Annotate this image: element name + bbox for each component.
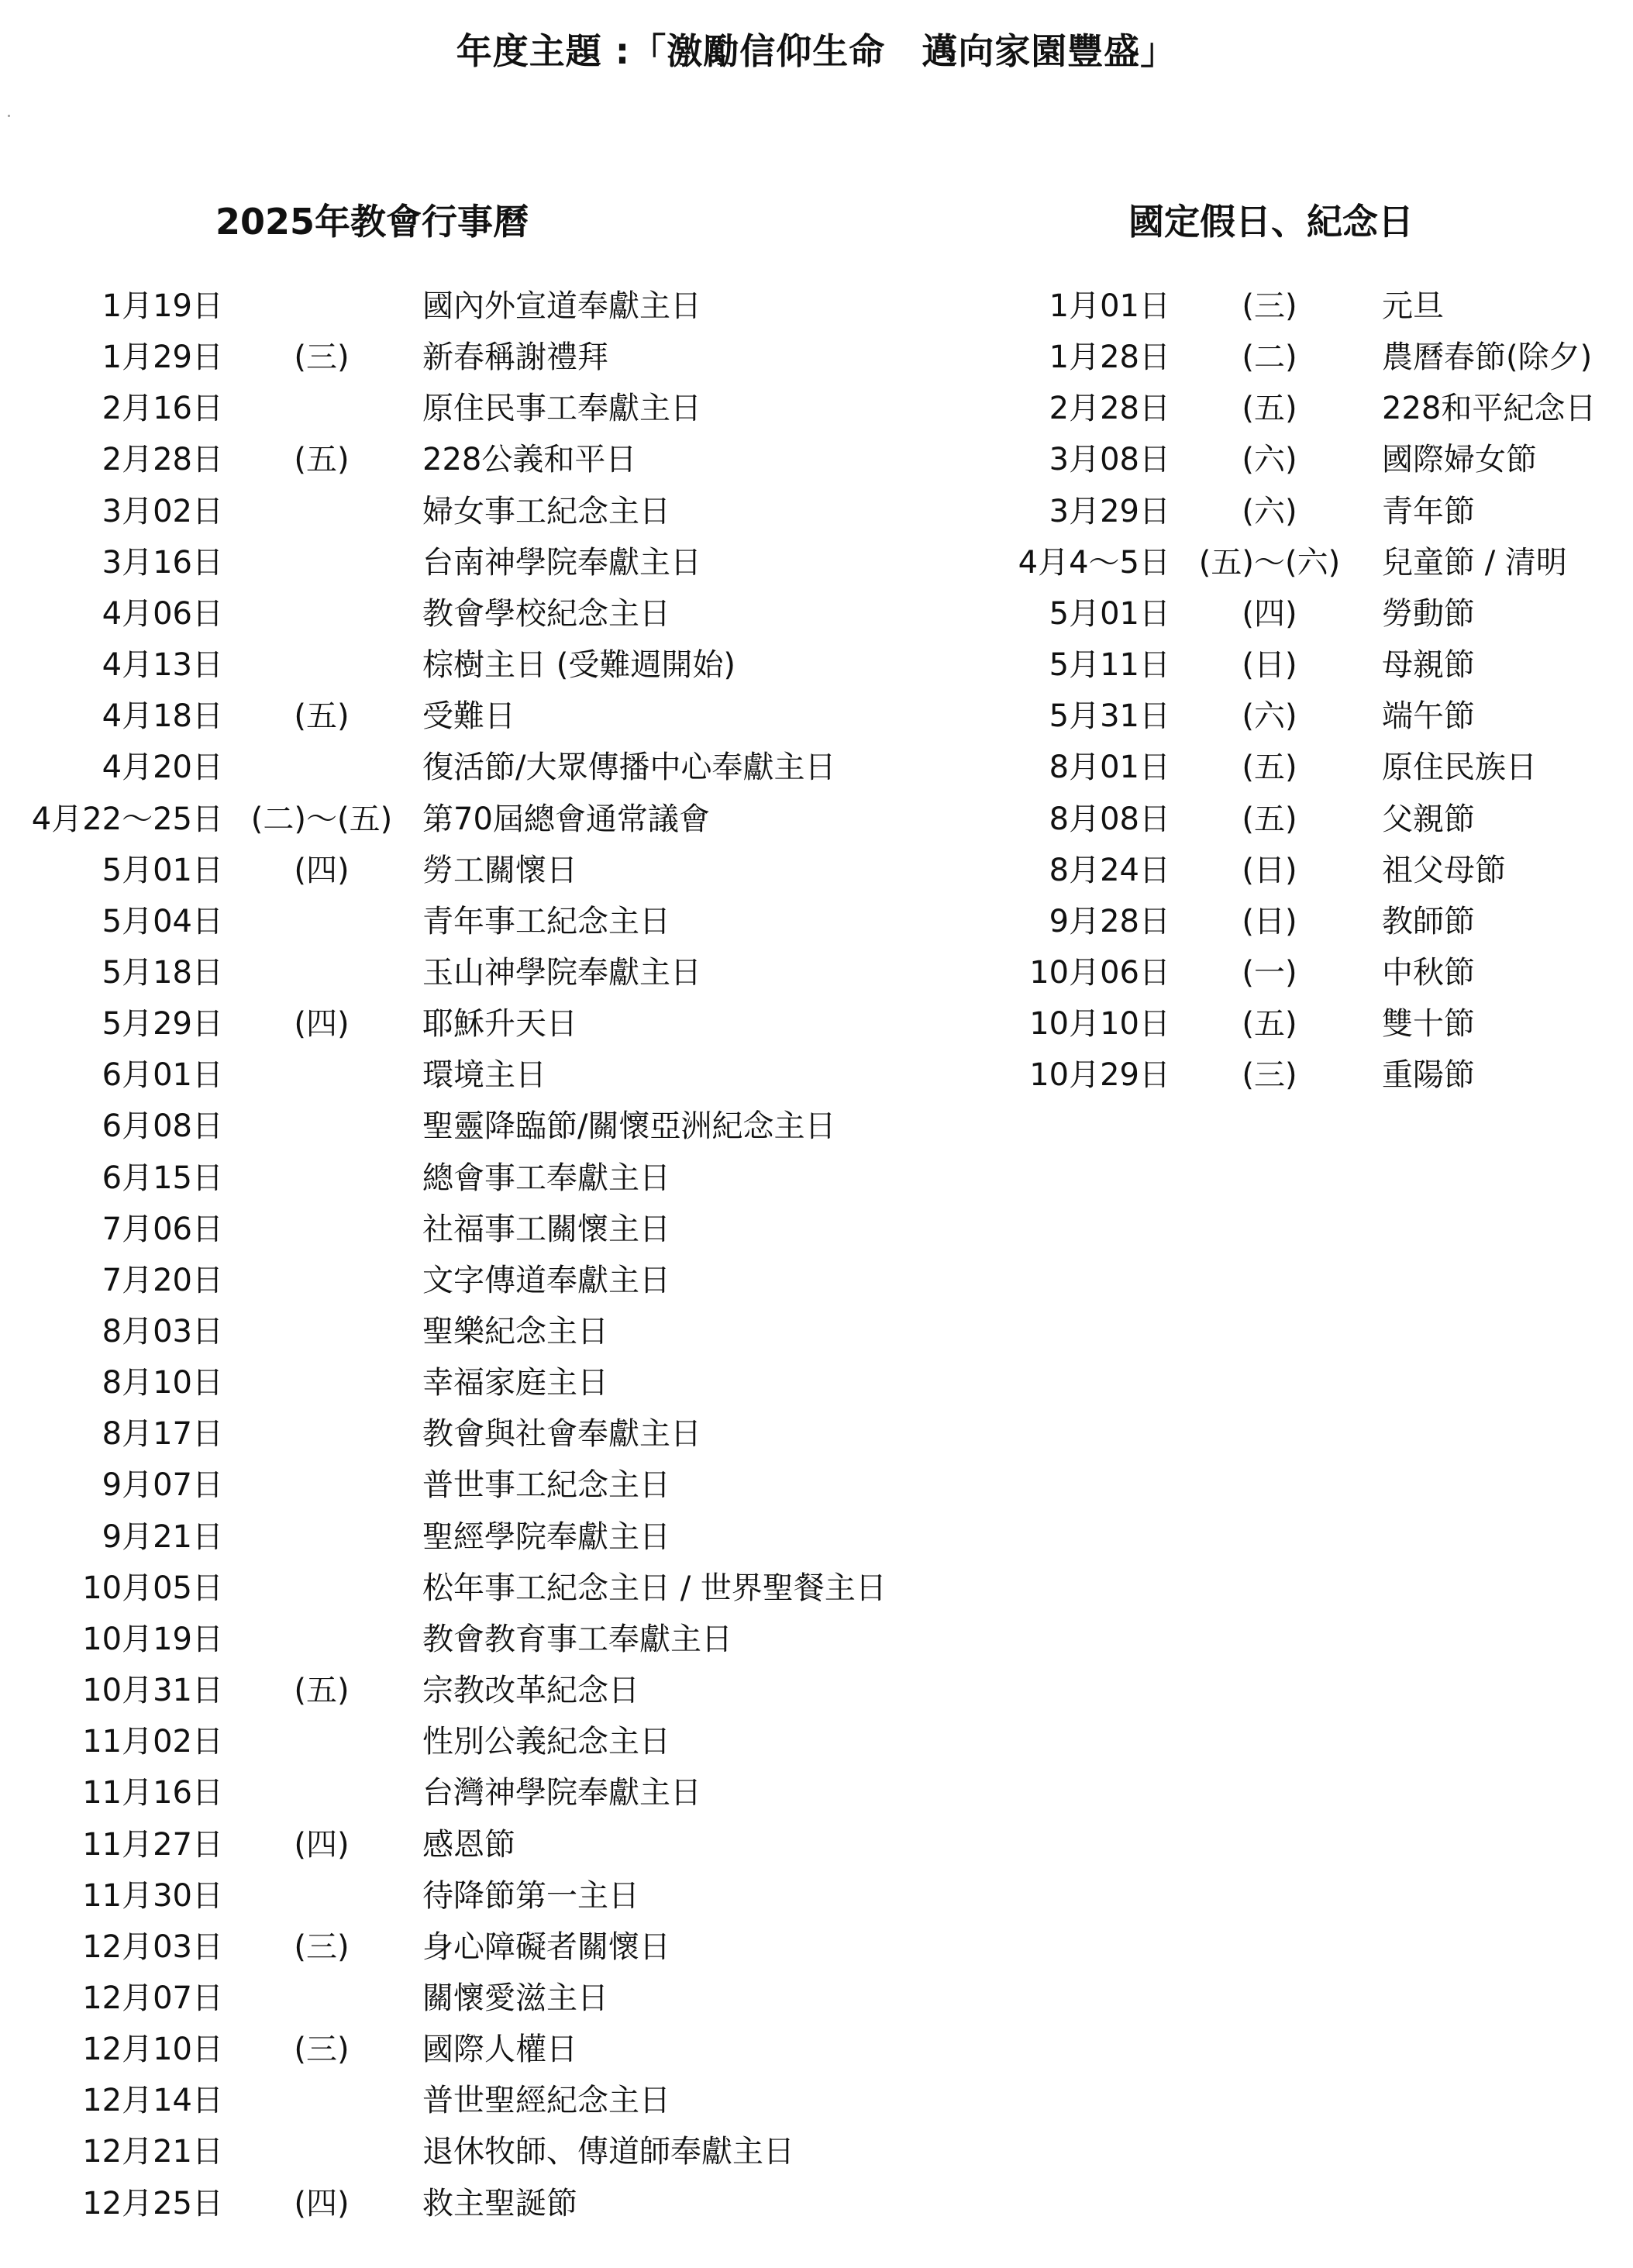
- holiday-date: 5月31日: [1049, 698, 1170, 735]
- holiday-event: 青年節: [1382, 493, 1475, 529]
- church-event: 性別公義紀念主日: [422, 1724, 670, 1760]
- church-event: 聖經學院奉獻主日: [422, 1518, 670, 1555]
- holiday-event: 端午節: [1382, 698, 1475, 735]
- holiday-row: [0, 332, 1633, 383]
- holiday-day: (四): [1242, 595, 1297, 632]
- church-date: 7月20日: [102, 1262, 223, 1298]
- church-event: 總會事工奉獻主日: [422, 1160, 670, 1196]
- church-date: 9月21日: [102, 1518, 223, 1555]
- church-event: 宗教改革紀念日: [422, 1673, 639, 1709]
- church-date: 5月18日: [102, 954, 223, 991]
- church-day: (四): [294, 2185, 350, 2221]
- church-event: 原住民事工奉獻主日: [422, 391, 701, 427]
- holiday-day: (日): [1242, 903, 1297, 939]
- holiday-row: [0, 998, 1633, 1050]
- holiday-row: [0, 434, 1633, 485]
- church-date: 6月08日: [102, 1108, 223, 1145]
- church-event: 救主聖誕節: [422, 2185, 577, 2221]
- church-day: (五): [294, 1673, 350, 1709]
- holiday-event: 元旦: [1382, 288, 1444, 324]
- church-day: (四): [294, 1826, 350, 1863]
- church-row: [0, 1922, 1633, 1973]
- church-event: 棕樹主日 (受難週開始): [422, 647, 736, 684]
- church-event: 幸福家庭主日: [422, 1365, 608, 1401]
- church-date: 11月27日: [82, 1826, 223, 1863]
- holiday-row: [0, 281, 1633, 332]
- church-day: (五): [294, 698, 350, 735]
- church-row: [0, 2024, 1633, 2075]
- holiday-day: (一): [1242, 954, 1297, 991]
- holiday-date: 5月11日: [1049, 647, 1170, 684]
- church-row: [0, 1357, 1633, 1408]
- church-event: 國際人權日: [422, 2032, 577, 2068]
- church-date: 12月14日: [82, 2083, 223, 2119]
- holiday-day: (五): [1242, 391, 1297, 427]
- church-event: 耶穌升天日: [422, 1006, 577, 1043]
- holiday-day: (五)～(六): [1198, 544, 1341, 581]
- holiday-event: 雙十節: [1382, 1006, 1475, 1043]
- church-row: [0, 2178, 1633, 2229]
- church-day: (四): [294, 852, 350, 888]
- holiday-date: 1月01日: [1049, 288, 1170, 324]
- holiday-row: [0, 383, 1633, 434]
- holiday-event: 228和平紀念日: [1382, 391, 1597, 427]
- holiday-day: (三): [1242, 288, 1297, 324]
- church-date: 10月31日: [82, 1673, 223, 1709]
- church-date: 10月05日: [82, 1570, 223, 1606]
- church-date: 2月16日: [102, 391, 223, 427]
- holiday-row: [0, 691, 1633, 742]
- church-date: 4月22～25日: [31, 801, 223, 837]
- church-row: [0, 2126, 1633, 2177]
- church-date: 12月10日: [82, 2032, 223, 2068]
- holiday-day: (日): [1242, 647, 1297, 684]
- church-day: (五): [294, 442, 350, 478]
- holiday-row: [0, 845, 1633, 896]
- church-day: (三): [294, 1928, 350, 1965]
- holiday-day: (六): [1242, 493, 1297, 529]
- holiday-date: 8月24日: [1049, 852, 1170, 888]
- church-day: (三): [294, 2032, 350, 2068]
- church-date: 10月19日: [82, 1621, 223, 1657]
- church-date: 4月13日: [102, 647, 223, 684]
- holiday-day: (五): [1242, 1006, 1297, 1043]
- church-row: [0, 1716, 1633, 1767]
- church-date: 9月07日: [102, 1467, 223, 1504]
- holiday-event: 國際婦女節: [1382, 442, 1537, 478]
- church-event: 受難日: [422, 698, 515, 735]
- church-event: 新春稱謝禮拜: [422, 340, 608, 376]
- church-row: [0, 1460, 1633, 1511]
- church-date: 11月16日: [82, 1775, 223, 1811]
- holiday-event: 母親節: [1382, 647, 1475, 684]
- church-event: 勞工關懷日: [422, 852, 577, 888]
- church-event: 復活節/大眾傳播中心奉獻主日: [422, 750, 836, 786]
- church-event: 教會學校紀念主日: [422, 595, 670, 632]
- church-date: 11月30日: [82, 1877, 223, 1914]
- page-title: 年度主題 :「激勵信仰生命 邁向家園豐盛」: [456, 30, 1177, 72]
- holiday-event: 祖父母節: [1382, 852, 1506, 888]
- holiday-date: 4月4～5日: [1018, 544, 1170, 581]
- national-holidays-title: 國定假日、紀念日: [1128, 201, 1414, 243]
- holiday-event: 中秋節: [1382, 954, 1475, 991]
- church-date: 4月06日: [102, 595, 223, 632]
- holiday-day: (三): [1242, 1057, 1297, 1094]
- holiday-event: 教師節: [1382, 903, 1475, 939]
- church-event: 青年事工紀念主日: [422, 903, 670, 939]
- holiday-event: 父親節: [1382, 801, 1475, 837]
- church-event: 文字傳道奉獻主日: [422, 1262, 670, 1298]
- holiday-date: 9月28日: [1049, 903, 1170, 939]
- holiday-row: [0, 1050, 1633, 1101]
- church-event: 教會教育事工奉獻主日: [422, 1621, 732, 1657]
- holiday-row: [0, 588, 1633, 639]
- church-row: [0, 1101, 1633, 1152]
- church-row: [0, 1870, 1633, 1922]
- church-date: 3月02日: [102, 493, 223, 529]
- church-date: 2月28日: [102, 442, 223, 478]
- church-day: (四): [294, 1006, 350, 1043]
- church-event: 環境主日: [422, 1057, 546, 1094]
- church-event: 感恩節: [422, 1826, 515, 1863]
- church-event: 聖靈降臨節/關懷亞洲紀念主日: [422, 1108, 836, 1145]
- holiday-day: (日): [1242, 852, 1297, 888]
- church-date: 4月20日: [102, 750, 223, 786]
- church-event: 國內外宣道奉獻主日: [422, 288, 701, 324]
- church-date: 12月25日: [82, 2185, 223, 2221]
- church-event: 台灣神學院奉獻主日: [422, 1775, 701, 1811]
- holiday-date: 8月08日: [1049, 801, 1170, 837]
- holiday-day: (五): [1242, 750, 1297, 786]
- church-date: 6月01日: [102, 1057, 223, 1094]
- holiday-date: 10月29日: [1029, 1057, 1170, 1094]
- church-row: [0, 1973, 1633, 2024]
- church-date: 12月21日: [82, 2134, 223, 2170]
- holiday-event: 勞動節: [1382, 595, 1475, 632]
- holiday-date: 10月06日: [1029, 954, 1170, 991]
- holiday-row: [0, 896, 1633, 947]
- holiday-row: [0, 794, 1633, 845]
- church-date: 5月29日: [102, 1006, 223, 1043]
- holiday-date: 1月28日: [1049, 340, 1170, 376]
- church-day: (二)～(五): [250, 801, 393, 837]
- church-date: 3月16日: [102, 544, 223, 581]
- church-event: 待降節第一主日: [422, 1877, 639, 1914]
- church-event: 台南神學院奉獻主日: [422, 544, 701, 581]
- church-event: 婦女事工紀念主日: [422, 493, 670, 529]
- holiday-event: 農曆春節(除夕): [1382, 340, 1593, 376]
- holiday-date: 5月01日: [1049, 595, 1170, 632]
- church-row: [0, 1563, 1633, 1614]
- stray-dot: [8, 115, 10, 117]
- holiday-event: 重陽節: [1382, 1057, 1475, 1094]
- church-date: 5月04日: [102, 903, 223, 939]
- church-row: [0, 1767, 1633, 1818]
- church-date: 11月02日: [82, 1724, 223, 1760]
- church-date: 7月06日: [102, 1211, 223, 1247]
- church-day: (三): [294, 340, 350, 376]
- holiday-row: [0, 486, 1633, 537]
- church-row: [0, 1819, 1633, 1870]
- church-row: [0, 1204, 1633, 1255]
- holiday-day: (五): [1242, 801, 1297, 837]
- church-date: 4月18日: [102, 698, 223, 735]
- church-row: [0, 1408, 1633, 1460]
- church-date: 5月01日: [102, 852, 223, 888]
- church-date: 6月15日: [102, 1160, 223, 1196]
- church-event: 普世聖經紀念主日: [422, 2083, 670, 2119]
- holiday-row: [0, 537, 1633, 588]
- church-date: 12月03日: [82, 1928, 223, 1965]
- holiday-row: [0, 947, 1633, 998]
- holiday-date: 3月08日: [1049, 442, 1170, 478]
- church-event: 聖樂紀念主日: [422, 1314, 608, 1349]
- church-calendar-title: 2025年教會行事曆: [215, 201, 529, 243]
- holiday-event: 原住民族日: [1382, 750, 1537, 786]
- church-date: 1月19日: [102, 288, 223, 324]
- holiday-row: [0, 742, 1633, 793]
- church-date: 8月03日: [102, 1314, 223, 1349]
- church-row: [0, 1255, 1633, 1306]
- church-event: 退休牧師、傳道師奉獻主日: [422, 2134, 794, 2170]
- church-date: 8月17日: [102, 1416, 223, 1453]
- church-date: 8月10日: [102, 1365, 223, 1401]
- holiday-day: (二): [1242, 340, 1297, 376]
- church-event: 社福事工關懷主日: [422, 1211, 670, 1247]
- church-row: [0, 1306, 1633, 1357]
- holiday-date: 2月28日: [1049, 391, 1170, 427]
- church-event: 228公義和平日: [422, 442, 637, 478]
- holiday-event: 兒童節 / 清明: [1382, 544, 1567, 581]
- church-event: 身心障礙者關懷日: [422, 1928, 670, 1965]
- church-date: 1月29日: [102, 340, 223, 376]
- holiday-row: [0, 639, 1633, 691]
- holiday-day: (六): [1242, 698, 1297, 735]
- holiday-day: (六): [1242, 442, 1297, 478]
- holiday-date: 3月29日: [1049, 493, 1170, 529]
- church-row: [0, 1614, 1633, 1665]
- church-date: 12月07日: [82, 1980, 223, 2016]
- church-event: 松年事工紀念主日 / 世界聖餐主日: [422, 1570, 887, 1606]
- church-event: 教會與社會奉獻主日: [422, 1416, 701, 1453]
- holiday-date: 8月01日: [1049, 750, 1170, 786]
- church-event: 玉山神學院奉獻主日: [422, 954, 701, 991]
- holiday-date: 10月10日: [1029, 1006, 1170, 1043]
- church-row: [0, 1511, 1633, 1563]
- church-event: 關懷愛滋主日: [422, 1980, 608, 2016]
- church-event: 普世事工紀念主日: [422, 1467, 670, 1504]
- church-row: [0, 2075, 1633, 2126]
- church-row: [0, 1665, 1633, 1716]
- church-row: [0, 1153, 1633, 1204]
- church-event: 第70屆總會通常議會: [422, 801, 710, 837]
